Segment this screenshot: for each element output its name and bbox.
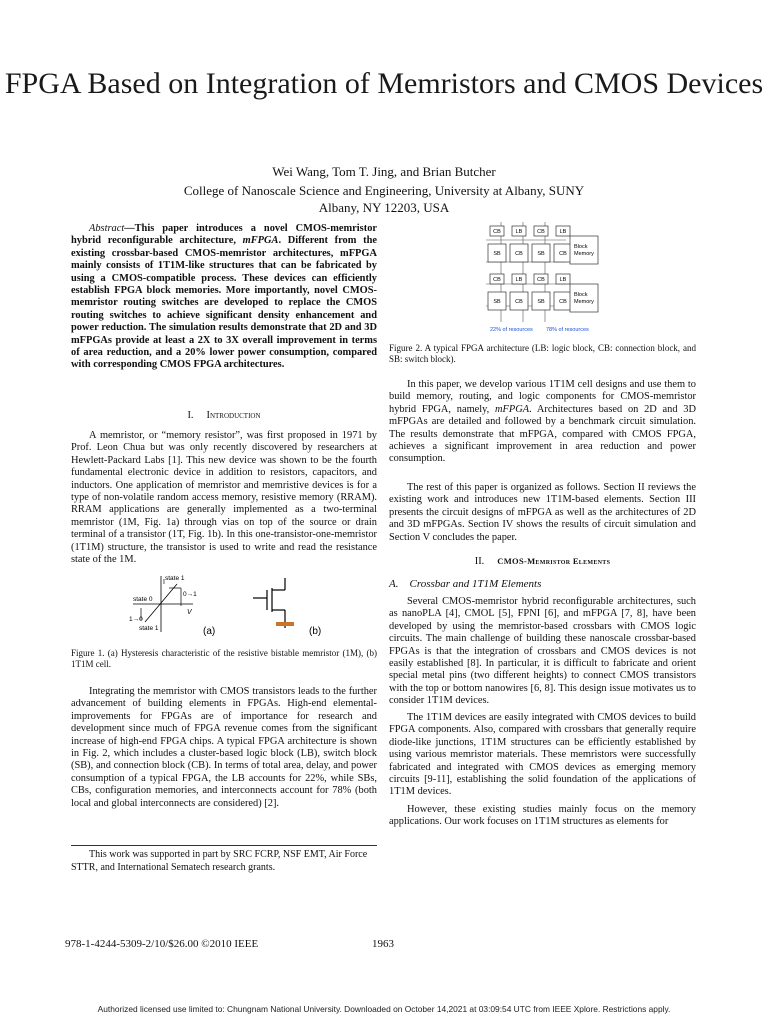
right-paragraph-1	[389, 379, 696, 466]
logic-block-label: LB	[559, 277, 567, 283]
right-p5-text: However, these existing studies mainly focus on the memory applications. Our work focuses on 1T1M structures as elements for	[389, 804, 696, 828]
transistor-symbol	[253, 578, 294, 628]
abstract-label: Abstract	[89, 223, 125, 234]
right-p2-text: The rest of this paper is organized as follows. Section II reviews the existing work and introduces new 1T1M-based elements. Section III presents the circuit designs of mFPGA as well as the architectures of 2D and 3D mFPGAs. Section IV shows the results of circuit simulation and Section V concludes the paper.	[389, 482, 696, 543]
block-memory-bottom	[570, 284, 598, 312]
block-memory-bottom-label-2: Memory	[574, 299, 594, 305]
paper-title: FPGA Based on Integration of Memristors and CMOS Devices	[4, 67, 764, 100]
hysteresis-plot	[129, 575, 197, 632]
footnote-text: This work was supported in part by SRC FCRP, NSF EMT, Air Force STTR, and International Sematech research grants.	[71, 849, 368, 873]
figure-2-caption: Figure 2. A typical FPGA architecture (LB: logic block, CB: connection block, and SB: switch block).	[389, 343, 696, 364]
state0-label: state 0	[133, 596, 153, 603]
abstract-dash: —	[124, 223, 135, 234]
block-memory-top-label-2: Memory	[574, 251, 594, 257]
footnote	[71, 848, 377, 874]
intro-paragraph-1	[71, 430, 377, 566]
intro-paragraph-2	[71, 686, 377, 810]
block-memory-bottom-label-1: Block	[574, 292, 588, 298]
figure-1-caption: Figure 1. (a) Hysteresis characteristic of the resistive bistable memristor (1M), (b) 1T1M cell.	[71, 648, 377, 669]
affiliation	[0, 182, 768, 216]
footnote-rule	[71, 845, 377, 846]
right-p4-text: The 1T1M devices are easily integrated with CMOS devices to build FPGA components. Also, compared with crossbars that generally require diode-like junctions, 1T1M structures can be efficiently established by using various memristor materials. These memristors were successfully fabricated and integrated with CMOS devices as emerging memory circuits [9-11], establishing the solid foundation of the applications of 1T1M devices.	[389, 712, 696, 798]
memristor-element	[276, 622, 294, 626]
connection-block-label: CB	[537, 277, 545, 283]
right-paragraph-2	[389, 482, 696, 544]
subsection-a-label: A.	[389, 578, 399, 590]
switch-block-label: SB	[493, 299, 501, 305]
subsection-a-title: Crossbar and 1T1M Elements	[409, 578, 542, 590]
affiliation-line-2: Albany, NY 12203, USA	[318, 200, 450, 215]
figure-1	[125, 572, 355, 640]
subsection-a-heading	[389, 578, 696, 590]
state1-top-label: state 1	[165, 575, 185, 582]
section-1-number: I.	[187, 410, 194, 421]
connection-block-label: CB	[537, 229, 545, 235]
fig1-b-label: (b)	[309, 626, 322, 637]
logic-block-label: LB	[515, 229, 523, 235]
switch-block-label: SB	[537, 251, 545, 257]
i-axis-label: I	[163, 579, 165, 586]
author-list: Wei Wang, Tom T. Jing, and Brian Butcher	[272, 164, 496, 179]
intro-p1-text: A memristor, or “memory resistor”, was first proposed in 1971 by Prof. Leon Chua but was only recently discovered by researchers at Hewlett-Packard Labs [1]. This new device was shown to be the fourth fundamental electronic device in addition to resistors, capacitors, and inductors. One application of memristor and memristive devices is for a type of non-volatile random access memory, resistive memory (RRAM). RRAM applications are generally implemented as a two-terminal memristor (1M, Fig. 1a) through vias on top of the source or drain terminal of a transistor (1T, Fig. 1b). In this one-transistor-one-memristor (1T1M) structure, the transistor is used to write and read the resistance state of the 1M.	[71, 430, 377, 566]
section-1-title: Introduction	[206, 410, 261, 421]
switch-block-label: SB	[537, 299, 545, 305]
fig2-22pct-label: 22% of resources	[490, 327, 533, 333]
state1-bottom-label: state 1	[139, 625, 159, 632]
intro-p2-text: Integrating the memristor with CMOS transistors leads to the further advancement of building elements in FPGAs. High-end elemental-improvements for FPGAs are of importance for research and development since much of FPGA revenue comes from the significant increase of high-end FPGA chips. A typical FPGA architecture is shown in Fig. 2, which includes a cluster-based logic block (LB), switch block (SB), and connection block (CB). In terms of total area, delay, and power consumption of a typical FPGA, the LB accounts for 22%, while SBs, CBs, configuration memories, and interconnects account for 78% (both local and global interconnects are considered) [2].	[71, 686, 377, 809]
fig1-a-label: (a)	[203, 626, 216, 637]
right-paragraph-5	[389, 804, 696, 829]
isbn-line: 978-1-4244-5309-2/10/$26.00 ©2010 IEEE	[65, 938, 259, 950]
logic-block-label: LB	[515, 277, 523, 283]
right-p3-text: Several CMOS-memristor hybrid reconfigurable architectures, such as nanoPLA [4], CMOL [5], FPNI [6], and mFPGA [7, 8], have been developed by using the memristor-based crossbars with CMOS logic circuits. The main challenge of building these nanoscale crossbar-based FPGAs is that the integration of crossbars and CMOS devices is not easily established [8]. In particular, it is difficult to fabricate and orient special metal pins (two different heights) to connect CMOS transistors with the top or bottom nanowires [6, 8]. This design issue motivates us to consider 1T1M devices.	[389, 596, 696, 707]
right-p1-emphasis: mFPGA	[495, 403, 530, 415]
connection-block-label: CB	[493, 229, 501, 235]
connection-block-label: CB	[515, 251, 523, 257]
right-paragraph-4	[389, 712, 696, 799]
section-2-number: II.	[474, 556, 485, 567]
transition-10-label: 1→0	[129, 616, 143, 623]
fig2-78pct-label: 78% of resources	[546, 327, 589, 333]
affiliation-line-1: College of Nanoscale Science and Engineering, University at Albany, SUNY	[183, 183, 585, 198]
switch-block-label: SB	[493, 251, 501, 257]
figure-2	[486, 222, 600, 334]
right-paragraph-3	[389, 596, 696, 708]
logic-block-label: LB	[559, 229, 567, 235]
authorized-use-notice: Authorized licensed use limited to: Chungnam National University. Downloaded on October 14,2021 at 03:09:54 UTC from IEEE Xplore. Restrictions apply.	[97, 1004, 671, 1014]
connection-block-label: CB	[559, 299, 567, 305]
right-p1-text-b: . Architectures based on 2D and 3D mFPGAs are detailed and followed by a benchmark circuit simulation. The results demonstrate that mFPGA, compared with CMOS FPGA, achieves a significant improvement in area reduction and power consumption.	[389, 403, 696, 465]
connection-block-label: CB	[493, 277, 501, 283]
abstract-text-a: This paper introduces a novel CMOS-memristor hybrid reconfigurable architecture,	[71, 223, 377, 247]
v-axis-label: V	[187, 609, 192, 616]
connection-block-label: CB	[559, 251, 567, 257]
page-number: 1963	[372, 938, 394, 950]
transition-01-label: 0→1	[183, 591, 197, 598]
block-memory-top	[570, 236, 598, 264]
connection-block-label: CB	[515, 299, 523, 305]
section-1-heading	[71, 410, 377, 421]
section-2-title: CMOS-Memristor Elements	[497, 556, 611, 566]
abstract-emphasis: mFPGA	[242, 235, 279, 247]
section-2-heading	[389, 556, 696, 567]
right-p1-text-a: In this paper, we develop various 1T1M cell designs and use them to build memory, routing, and logic components for CMOS-memristor hybrid FPGA, namely,	[389, 379, 696, 415]
abstract	[71, 223, 377, 372]
abstract-text-b: . Different from the existing crossbar-based CMOS-memristor architectures, mFPGA mainly consists of 1T1M-like structures that can be fabricated by using a CMOS-compatible process. These devices can efficiently establish FPGA block memories. More importantly, novel CMOS-memristor routing switches are developed to replace the CMOS routing switches to achieve significant density enhancement and power reduction. The simulation results demonstrate that 2D and 3D mFPGAs provide at least a 2X to 3X overall improvement in terms of area reduction, and a 20% lower power consumption, compared with corresponding CMOS FPGA architectures.	[71, 235, 377, 371]
block-memory-top-label-1: Block	[574, 244, 588, 250]
